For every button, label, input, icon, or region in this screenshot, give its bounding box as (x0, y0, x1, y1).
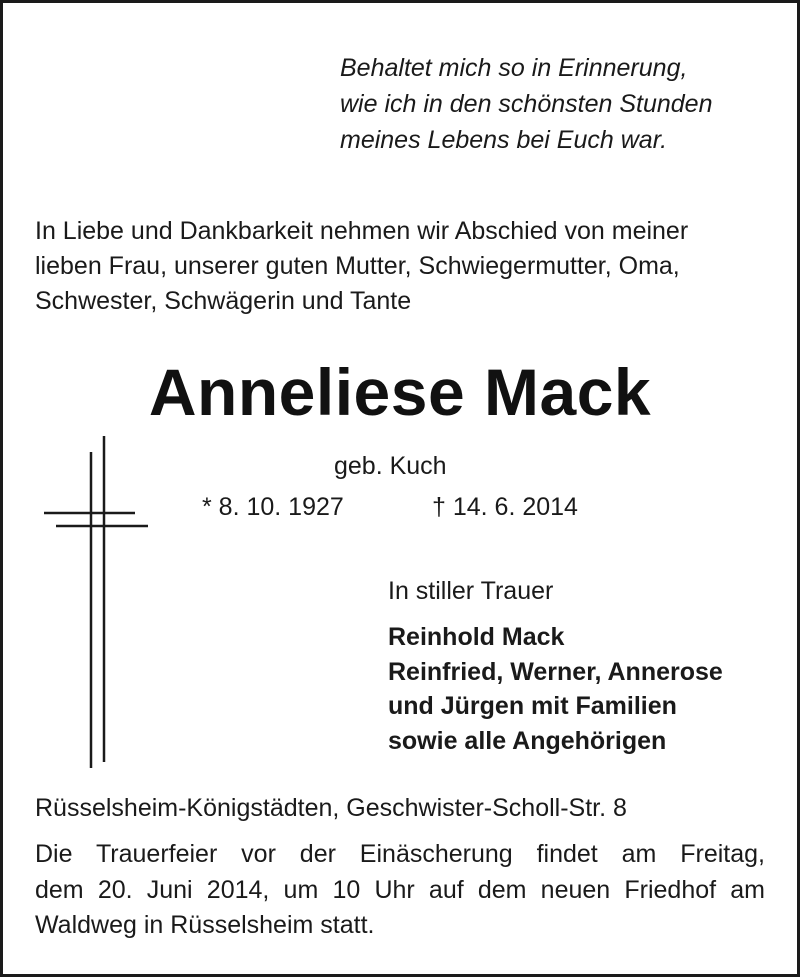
birth-name: geb. Kuch (334, 452, 447, 480)
farewell-line: Schwester, Schwägerin und Tante (35, 287, 412, 315)
verse-line: meines Lebens bei Euch war. (340, 126, 668, 154)
mourner-line: Reinhold Mack (388, 623, 565, 651)
mourner-line: sowie alle Angehörigen (388, 726, 667, 755)
funeral-info-line: dem 20. Juni 2014, um 10 Uhr auf dem neuen Friedhof am (35, 875, 765, 904)
verse-line: wie ich in den schönsten Stunden (340, 90, 713, 118)
mourners-list (388, 620, 723, 758)
birth-date: * 8. 10. 1927 (202, 493, 344, 521)
mourner-line: und Jürgen mit Familien (388, 692, 677, 720)
funeral-info (35, 837, 765, 944)
deceased-name: Anneliese Mack (148, 355, 652, 429)
mourner-line: Reinfried, Werner, Annerose (388, 657, 723, 686)
farewell-line: lieben Frau, unserer guten Mutter, Schwiegermutter, Oma, (35, 252, 680, 280)
family-address: Rüsselsheim-Königstädten, Geschwister-Scholl-Str. 8 (35, 794, 627, 822)
verse-line: Behaltet mich so in Erinnerung, (340, 54, 688, 82)
death-date: † 14. 6. 2014 (432, 493, 578, 521)
farewell-line: In Liebe und Dankbarkeit nehmen wir Abschied von meiner (35, 217, 689, 245)
mourning-heading: In stiller Trauer (388, 577, 554, 605)
funeral-info-line: Waldweg in Rüsselsheim statt. (35, 911, 375, 939)
funeral-info-line: Die Trauerfeier vor der Einäscherung findet am Freitag, (35, 840, 765, 868)
